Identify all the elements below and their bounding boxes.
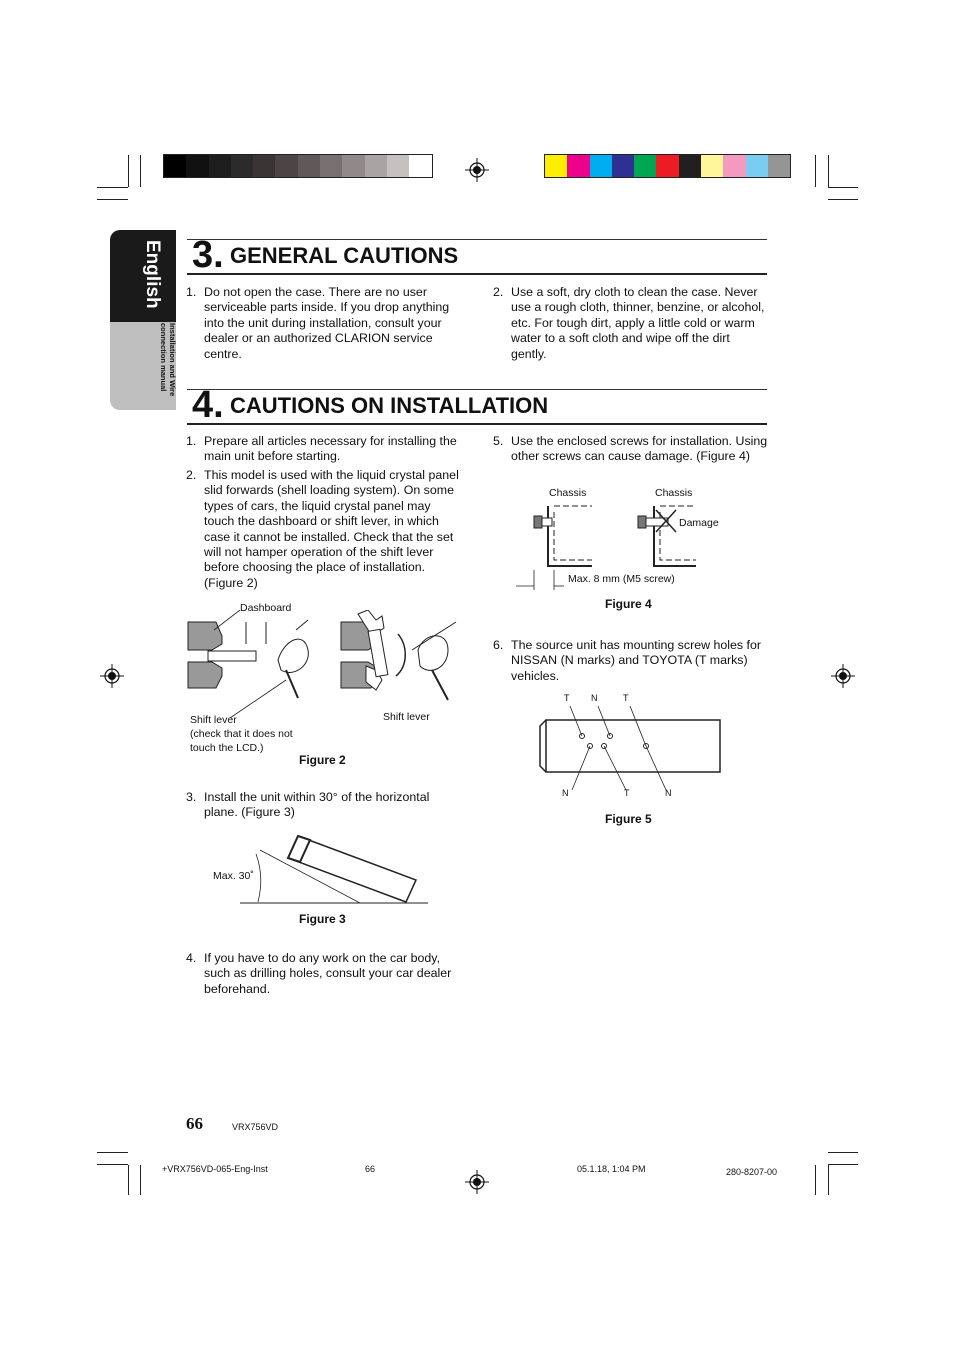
item-text: Prepare all articles necessary for installing the main unit before starting. (204, 434, 457, 464)
figure-2-caption: Figure 2 (299, 753, 346, 767)
item-text: If you have to do any work on the car body, such as drilling holes, consult your car dealer beforehand. (204, 951, 452, 996)
crop-mark (828, 155, 829, 187)
language-tab-title: English (142, 240, 163, 309)
max-screw-label: Max. 8 mm (M5 screw) (568, 573, 675, 585)
crop-mark (828, 1152, 858, 1153)
section-number: 3. (192, 234, 224, 276)
item-number: 3. (186, 790, 197, 804)
figure-4-caption: Figure 4 (605, 597, 652, 611)
part-code: 280-8207-00 (726, 1167, 778, 1177)
shift-lever-left-label: Shift lever (190, 714, 237, 726)
shift-lever-note: (check that it does not touch the LCD.) (190, 728, 293, 754)
figure-3-caption: Figure 3 (299, 912, 346, 926)
figure-2-illustration (186, 610, 466, 720)
model-label: VRX756VD (232, 1122, 279, 1132)
item-text: Install the unit within 30° of the horizontal plane. (Figure 3) (204, 790, 430, 820)
crop-mark (828, 199, 858, 200)
item-number: 2. (186, 468, 197, 482)
color-swatch (701, 155, 723, 177)
figure-3-illustration (240, 830, 430, 908)
color-swatch (231, 155, 253, 177)
color-swatch (164, 155, 186, 177)
item-text: The source unit has mounting screw holes for NISSAN (N marks) and TOYOTA (T marks) vehicles. (511, 638, 762, 683)
crop-mark (828, 1164, 858, 1165)
figure-5-caption: Figure 5 (605, 812, 652, 826)
manual-tab-subtitle: Installation and Wire connection manual (159, 323, 177, 397)
item-text: Do not open the case. There are no user serviceable parts inside. If you drop anything into the unit during installation, consult your dealer or an authorized CLARION service centre. (204, 285, 450, 361)
color-swatch (298, 155, 320, 177)
crop-mark (97, 1164, 128, 1165)
process-color-bar (544, 154, 791, 178)
color-swatch (679, 155, 701, 177)
sheet-number: 66 (365, 1164, 376, 1174)
color-swatch (567, 155, 589, 177)
item-text: Use a soft, dry cloth to clean the case. Never use a rough cloth, thinner, benzine, or alcohol, etc. For tough dirt, apply a little cold or warm water to a soft cloth and wipe off the dirt gently. (511, 285, 765, 361)
print-date: 05.1.18, 1:04 PM (577, 1164, 646, 1174)
angle-label: Max. 30˚ (213, 870, 254, 882)
color-swatch (209, 155, 231, 177)
mark-label: T (624, 788, 630, 798)
dashboard-label: Dashboard (240, 602, 292, 614)
registration-mark-icon (100, 664, 124, 688)
section-title: GENERAL CAUTIONS (230, 243, 459, 268)
crop-mark (815, 155, 816, 187)
color-swatch (612, 155, 634, 177)
item-number: 1. (186, 285, 197, 299)
color-swatch (342, 155, 364, 177)
crop-mark (128, 1165, 129, 1195)
color-swatch (746, 155, 768, 177)
color-swatch (253, 155, 275, 177)
color-swatch (723, 155, 745, 177)
item-number: 4. (186, 951, 197, 965)
registration-mark-icon (831, 664, 855, 688)
chassis-left-label: Chassis (549, 487, 587, 499)
color-swatch (275, 155, 297, 177)
crop-mark (828, 187, 858, 188)
item-number: 6. (493, 638, 504, 652)
color-swatch (409, 155, 431, 177)
registration-mark-icon (465, 1170, 489, 1194)
registration-mark-icon (465, 158, 489, 182)
color-swatch (365, 155, 387, 177)
color-swatch (656, 155, 678, 177)
crop-mark (128, 155, 129, 187)
crop-mark (97, 187, 128, 188)
color-swatch (545, 155, 567, 177)
crop-mark (97, 1152, 128, 1153)
crop-mark (140, 155, 141, 187)
chassis-right-label: Chassis (655, 487, 693, 499)
color-swatch (634, 155, 656, 177)
mark-label: N (562, 788, 569, 798)
section-number: 4. (192, 384, 224, 426)
crop-mark (97, 199, 128, 200)
color-swatch (590, 155, 612, 177)
mark-label: T (623, 693, 629, 703)
item-number: 1. (186, 434, 197, 448)
shift-lever-right-label: Shift lever (383, 711, 430, 723)
crop-mark (815, 1165, 816, 1195)
item-text: Use the enclosed screws for installation. Using other screws can cause damage. (Figure 4) (511, 434, 768, 464)
crop-mark (140, 1165, 141, 1195)
file-name: +VRX756VD-065-Eng-Inst (162, 1164, 268, 1174)
color-swatch (768, 155, 790, 177)
mark-label: T (564, 693, 570, 703)
item-number: 2. (493, 285, 504, 299)
section-3-heading (187, 234, 767, 276)
item-number: 5. (493, 434, 504, 448)
damage-label: Damage (679, 517, 719, 529)
item-text: This model is used with the liquid crystal panel slid forwards (shell loading system). On some types of cars, the liquid crystal panel may touch the dashboard or shift lever, in which case it cannot be installed. Check that the set will not hamper operation of the shift lever before choosing the place of installation.(Figure 2) (204, 468, 459, 590)
mark-label: N (665, 788, 672, 798)
section-title: CAUTIONS ON INSTALLATION (230, 393, 549, 418)
color-swatch (320, 155, 342, 177)
section-4-heading (187, 384, 767, 426)
mark-label: N (591, 693, 598, 703)
figure-5-illustration (536, 700, 726, 800)
color-swatch (387, 155, 409, 177)
crop-mark (828, 1165, 829, 1195)
page-number: 66 (186, 1114, 203, 1133)
color-swatch (186, 155, 208, 177)
grayscale-color-bar (163, 154, 433, 178)
